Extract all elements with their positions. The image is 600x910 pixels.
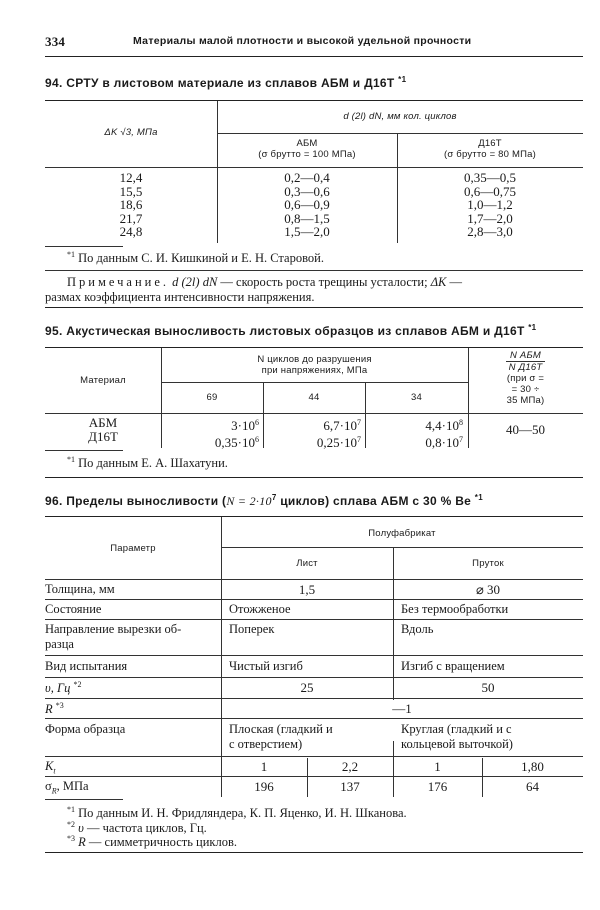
- table-cell: $0,35\cdot 10^6$: [214, 434, 259, 450]
- table-cell: $0,8\cdot 10^7$: [425, 434, 463, 450]
- footnote-rule: [45, 799, 123, 800]
- group-header: Полуфабрикат: [368, 528, 436, 539]
- table-cell: Плоская (гладкий и с отверстием): [229, 722, 333, 751]
- table-cell: АБМ: [88, 415, 118, 430]
- table-number: 95.: [45, 324, 63, 338]
- row-rule: [45, 756, 583, 757]
- param-sigma-r: $\sigma_R$, МПа: [45, 779, 89, 796]
- column-header-dk: ΔK √3, МПа: [104, 127, 158, 138]
- header-bottom-rule: [45, 413, 583, 414]
- column-dk-values: [45, 171, 217, 239]
- divider-rule: [45, 270, 583, 271]
- column-34-values: [365, 416, 463, 449]
- table-cell: Изгиб с вращением: [401, 659, 505, 673]
- column-header-parameter: Параметр: [110, 543, 156, 554]
- footnote-ref: *1: [474, 493, 483, 502]
- table-94-note-line2: размах коэффициента интенсивности напряжения.: [45, 290, 315, 304]
- ratio-value: 40—50: [506, 422, 545, 437]
- table-cell: $0,25\cdot 10^7$: [316, 434, 361, 450]
- table-96-footnote-2: $^{*2}$ υ — частота циклов, Гц.: [67, 820, 207, 836]
- table-cell: Поперек: [229, 622, 275, 636]
- table-cell: Без термообработки: [401, 602, 509, 616]
- subheader-abm: АБМ (σ брутто = 100 МПа): [258, 138, 356, 160]
- table-cell: 2,8—3,0: [467, 224, 513, 239]
- table-cell: 176: [427, 779, 448, 794]
- page-number: 334: [45, 34, 66, 49]
- row-rule: [45, 619, 583, 620]
- param-cut-direction: Направление вырезки об- разца: [45, 622, 182, 651]
- param-frequency: υ, Гц $^{*2}$: [45, 680, 82, 695]
- row-rule: [45, 698, 583, 699]
- table-cell: ⌀ 30: [475, 582, 501, 597]
- table-number: 94.: [45, 76, 63, 90]
- table-bottom-rule: [45, 852, 583, 853]
- ratio-header: N АБМ N Д16Т (при σ = = 30 ÷ 35 МПа): [506, 350, 545, 406]
- header-bottom-rule: [45, 167, 583, 168]
- table-cell: 64: [526, 779, 539, 794]
- column-d16t-values: [397, 171, 583, 239]
- footnote-rule: [45, 246, 123, 247]
- table-cell: Вдоль: [401, 622, 434, 636]
- subheader-prutok: Пруток: [472, 558, 504, 569]
- header-rule: [221, 547, 583, 548]
- group-header: N циклов до разрушения при напряжениях, МПа: [257, 354, 372, 376]
- column-44-values: [263, 416, 361, 449]
- table-title-text: Акустическая выносливость листовых образцов из сплавов АБМ и Д16Т: [66, 324, 525, 338]
- table-cell: 1,5: [298, 582, 316, 597]
- table-cell: 2,2: [341, 759, 359, 774]
- table-cell-merged: —1: [392, 701, 412, 716]
- column-material-values: [45, 416, 161, 443]
- param-r: R $^{*3}$: [45, 701, 64, 716]
- subheader-d16t: Д16Т (σ брутто = 80 МПа): [444, 138, 536, 160]
- table-top-rule: [45, 516, 583, 517]
- param-kt: $K_t$: [45, 759, 56, 776]
- table-cell: 12,4: [119, 170, 143, 185]
- table-top-rule: [45, 347, 583, 348]
- table-cell: 25: [300, 680, 314, 695]
- column-header-material: Материал: [80, 375, 126, 386]
- header-rule: [217, 133, 583, 134]
- table-cell: Круглая (гладкий и с кольцевой выточкой): [401, 722, 513, 751]
- table-cell: Отожженое: [229, 602, 291, 616]
- table-95-title: [45, 323, 536, 338]
- table-95-footnote: $^{*1}$ По данным Е. А. Шахатуни.: [67, 455, 228, 471]
- table-cell: 0,2—0,4: [284, 170, 330, 185]
- table-cell: 0,8—1,5: [284, 210, 330, 226]
- group-header: d (2l) dN, мм кол. циклов: [343, 111, 457, 122]
- table-cell: 1: [260, 759, 268, 774]
- row-rule: [45, 776, 583, 777]
- stress-header-69: 69: [206, 392, 218, 403]
- param-state: Состояние: [45, 602, 102, 616]
- table-top-rule: [45, 100, 583, 101]
- table-cell: 1: [434, 759, 441, 774]
- table-cell: 18,6: [119, 197, 143, 212]
- row-rule: [45, 579, 583, 580]
- header-rule: [45, 56, 583, 57]
- column-abm-values: [217, 171, 397, 239]
- table-cell: 50: [481, 680, 495, 695]
- footnote-ref: *1: [398, 75, 407, 84]
- table-cell: 0,3—0,6: [284, 183, 330, 199]
- header-rule: [161, 382, 468, 383]
- table-96-title: 96. Пределы выносливости ($N = 2\cdot 10^7$ циклов) сплава АБМ с 30 % Be $^{*1}$: [45, 493, 483, 508]
- param-test-type: Вид испытания: [45, 659, 128, 673]
- footnote-ref: *1: [528, 323, 537, 332]
- table-cell: 1,0—1,2: [467, 197, 513, 212]
- table-cell: 15,5: [119, 183, 143, 199]
- table-cell: 21,7: [119, 210, 143, 226]
- stress-header-44: 44: [308, 392, 320, 403]
- table-cell: $6,7\cdot 10^7$: [323, 418, 361, 433]
- table-bottom-rule: [45, 477, 583, 478]
- table-94-footnote: $^{*1}$ По данным С. И. Кишкиной и Е. Н. Старовой.: [67, 250, 324, 266]
- table-cell: 0,35—0,5: [464, 170, 516, 185]
- table-cell: Чистый изгиб: [229, 659, 303, 673]
- footnote-rule: [45, 450, 123, 451]
- table-cell: 1,5—2,0: [284, 224, 330, 239]
- running-head: [45, 34, 583, 54]
- table-94-note-line1: Примечание. d (2l) dN — скорость роста трещины усталости; ΔK —: [67, 275, 462, 289]
- table-cell: 24,8: [119, 224, 143, 239]
- param-thickness: Толщина, мм: [45, 582, 115, 596]
- table-title-text: СРТУ в листовом материале из сплавов АБМ и Д16Т: [66, 76, 395, 90]
- table-bottom-rule: [45, 307, 583, 308]
- table-cell: 1,7—2,0: [467, 210, 513, 226]
- table-cell: 137: [340, 779, 360, 794]
- table-96-footnote-3: $^{*3}$ R — симметричность циклов.: [67, 834, 238, 850]
- table-cell: $4,4\cdot 10^8$: [425, 418, 463, 433]
- column-69-values: [161, 416, 259, 449]
- row-rule: [45, 677, 583, 678]
- table-number: 96.: [45, 494, 63, 508]
- table-cell: 1,80: [521, 759, 544, 774]
- table-cell: Д16Т: [88, 428, 118, 444]
- row-rule: [45, 599, 583, 600]
- table-cell: 0,6—0,9: [284, 197, 330, 212]
- stress-header-34: 34: [411, 392, 422, 403]
- subheader-list: Лист: [296, 558, 318, 569]
- table-94-title: [45, 75, 406, 90]
- row-rule: [45, 718, 583, 719]
- table-cell: 0,6—0,75: [464, 183, 516, 199]
- row-rule: [45, 655, 583, 656]
- table-cell: 196: [254, 779, 274, 794]
- table-96-footnote-1: $^{*1}$ По данным И. Н. Фридляндера, К. П. Яценко, И. Н. Шканова.: [67, 805, 407, 821]
- param-specimen-shape: Форма образца: [45, 722, 126, 736]
- running-head-title: Материалы малой плотности и высокой удельной прочности: [133, 35, 472, 47]
- table-cell: $3\cdot 10^6$: [231, 418, 259, 433]
